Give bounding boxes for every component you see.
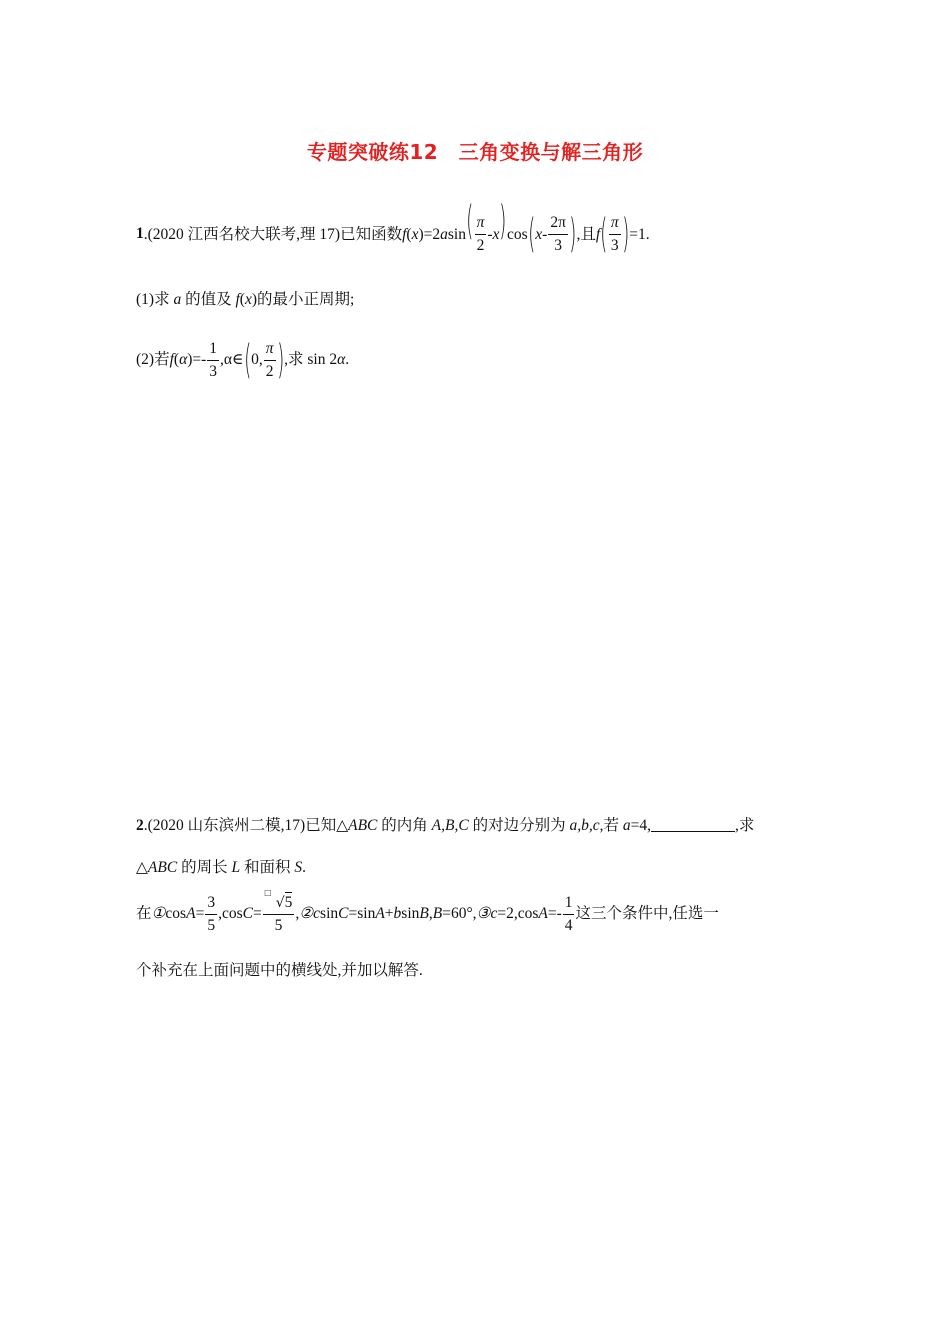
q2-statement-line1: 2.(2020 山东滨州二模,17)已知△ABC 的内角 A,B,C 的对边分别为 a,b,c,若 a=4, ,求 — [136, 817, 755, 834]
q2-number: 2 — [136, 817, 144, 834]
right-paren: ) — [621, 211, 629, 258]
q2-instruction: 个补充在上面问题中的横线处,并加以解答. — [136, 962, 423, 979]
q1-statement: 1.(2020 江西名校大联考,理 17)已知函数f(x)=2asin( $\frac{\pi}{2}$ -x)cos(x- $\frac{2\pi}{3}$ ),且f( $\frac{\pi}{3}$ )=1. — [136, 198, 650, 258]
radical: □ √5 — [264, 888, 293, 911]
fraction: $\frac{\pi}{3}$ — [610, 214, 619, 254]
fraction: $\frac{1}{3}$ — [209, 340, 218, 380]
condition-2-marker: ,② — [295, 905, 314, 923]
right-paren: ) — [276, 337, 284, 383]
answer-blank — [651, 831, 735, 832]
fraction: □ √5 5 — [264, 888, 293, 934]
right-paren: ) — [499, 198, 507, 244]
q1-number: 1 — [136, 225, 144, 242]
fraction: $\frac{2\pi}{3}$ — [550, 214, 566, 254]
fraction: $\frac{1}{4}$ — [564, 894, 573, 934]
left-paren: ( — [243, 337, 251, 383]
q1-part2: (2)若f(α)=- $\frac{1}{3}$ ,α∈(0, $\frac{\pi}{2}$ ),求 sin 2α. — [136, 337, 350, 383]
page-title: 专题突破练12 三角变换与解三角形 — [306, 140, 644, 164]
left-paren: ( — [600, 211, 608, 258]
right-paren: ) — [569, 211, 577, 258]
left-paren: ( — [527, 211, 535, 258]
left-paren: ( — [466, 198, 474, 244]
fraction: $\frac{3}{5}$ — [207, 894, 216, 934]
fraction: $\frac{\pi}{2}$ — [476, 214, 485, 254]
q2-conditions: 在①cosA= $\frac{3}{5}$ ,cosC= □ √5 5 ,②csinC=sinA+bsinB,B=60°,③c=2,cosA=- $\frac{1}{4}$ 这三个条件中,任选一 — [136, 888, 719, 934]
fraction: $\frac{\pi}{2}$ — [265, 340, 274, 380]
condition-3-marker: ③ — [476, 905, 491, 923]
q1-part1: (1)求 a 的值及 f(x)的最小正周期; — [136, 291, 355, 308]
q2-statement-line2: △ABC 的周长 L 和面积 S. — [136, 859, 306, 876]
condition-1-marker: ① — [151, 905, 166, 923]
